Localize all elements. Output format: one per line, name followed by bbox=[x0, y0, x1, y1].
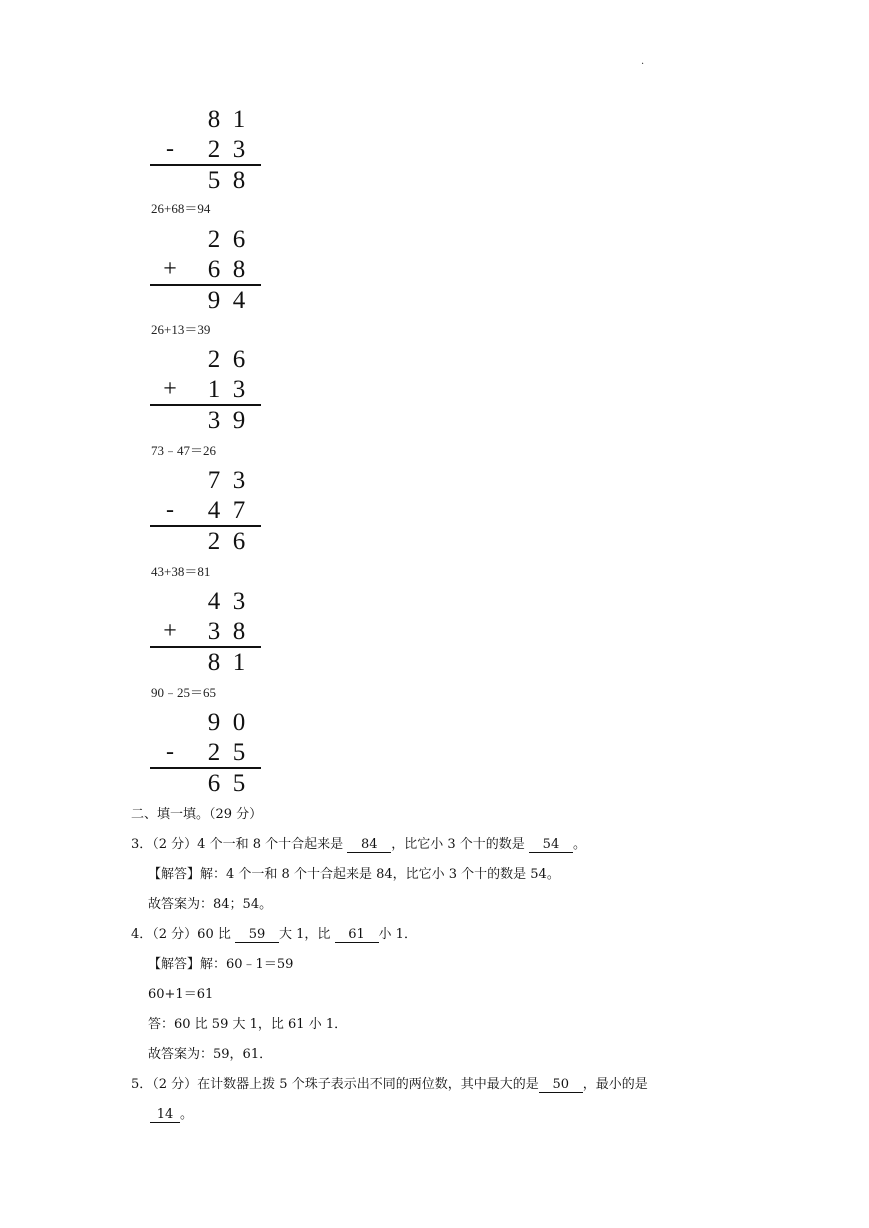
question-text: 大 1，比 bbox=[279, 927, 331, 942]
digit: 6 bbox=[232, 528, 246, 555]
digit: 4 bbox=[207, 588, 221, 615]
digit: 1 bbox=[232, 649, 246, 676]
final-answer: 故答案为：84；54。 bbox=[148, 897, 273, 912]
answer-blank: 50 bbox=[539, 1078, 583, 1093]
question-text: 小 1． bbox=[378, 927, 417, 942]
solution-line: 答：60 比 59 大 1，比 61 小 1． bbox=[148, 1017, 348, 1032]
section-heading: 二、填一填。（29 分） bbox=[131, 807, 263, 822]
operator: - bbox=[166, 136, 174, 162]
answer-blank: 61 bbox=[335, 928, 379, 943]
equation: 43+38＝81 bbox=[151, 564, 211, 579]
question-text: 。 bbox=[180, 1107, 194, 1122]
digit: 8 bbox=[207, 649, 221, 676]
digit: 8 bbox=[232, 256, 246, 283]
question-4 bbox=[131, 923, 417, 943]
question-text: 。 bbox=[572, 837, 586, 852]
question-text: ，最小的是 bbox=[582, 1077, 648, 1092]
question-3 bbox=[131, 833, 586, 853]
digit: 5 bbox=[207, 167, 221, 194]
vertical-calc bbox=[150, 224, 262, 316]
operator: - bbox=[166, 497, 174, 523]
question-text: 4．（2 分）60 比 bbox=[131, 927, 231, 942]
operator: + bbox=[163, 376, 177, 402]
digit: 7 bbox=[207, 467, 221, 494]
question-text: 3．（2 分）4 个一和 8 个十合起来是 bbox=[131, 837, 344, 852]
sum-line bbox=[150, 525, 261, 527]
digit: 3 bbox=[207, 407, 221, 434]
solution-line: 【解答】解：4 个一和 8 个十合起来是 84，比它小 3 个十的数是 54。 bbox=[148, 867, 560, 882]
vertical-calc bbox=[150, 707, 262, 799]
digit: 3 bbox=[207, 618, 221, 645]
sum-line bbox=[150, 164, 261, 166]
final-answer: 故答案为：59，61． bbox=[148, 1047, 273, 1062]
digit: 9 bbox=[207, 709, 221, 736]
vertical-calc bbox=[150, 586, 262, 678]
page-marker: . bbox=[641, 56, 645, 67]
digit: 6 bbox=[232, 226, 246, 253]
operator: + bbox=[163, 618, 177, 644]
digit: 2 bbox=[207, 226, 221, 253]
digit: 7 bbox=[232, 497, 246, 524]
digit: 4 bbox=[232, 287, 246, 314]
question-text: ，比它小 3 个十的数是 bbox=[391, 837, 525, 852]
equation: 26+13＝39 bbox=[151, 322, 211, 337]
digit: 2 bbox=[207, 739, 221, 766]
sum-line bbox=[150, 767, 261, 769]
solution-line: 60+1＝61 bbox=[148, 987, 214, 1002]
question-text: 5．（2 分）在计数器上拨 5 个珠子表示出不同的两位数，其中最大的是 bbox=[131, 1077, 539, 1092]
digit: 1 bbox=[207, 376, 221, 403]
answer-blank: 14 bbox=[150, 1108, 180, 1123]
digit: 3 bbox=[232, 136, 246, 163]
digit: 1 bbox=[232, 106, 246, 133]
digit: 8 bbox=[207, 106, 221, 133]
digit: 3 bbox=[232, 588, 246, 615]
operator: - bbox=[166, 739, 174, 765]
digit: 2 bbox=[207, 528, 221, 555]
digit: 9 bbox=[207, 287, 221, 314]
digit: 6 bbox=[207, 770, 221, 797]
digit: 0 bbox=[232, 709, 246, 736]
digit: 2 bbox=[207, 136, 221, 163]
digit: 6 bbox=[232, 346, 246, 373]
operator: + bbox=[163, 256, 177, 282]
digit: 9 bbox=[232, 407, 246, 434]
digit: 2 bbox=[207, 346, 221, 373]
sum-line bbox=[150, 284, 261, 286]
vertical-calc bbox=[150, 465, 262, 557]
digit: 5 bbox=[232, 770, 246, 797]
digit: 8 bbox=[232, 167, 246, 194]
sum-line bbox=[150, 646, 261, 648]
equation: 90﹣25＝65 bbox=[151, 685, 217, 700]
solution-line: 【解答】解：60﹣1＝59 bbox=[148, 957, 294, 972]
digit: 3 bbox=[232, 376, 246, 403]
digit: 3 bbox=[232, 467, 246, 494]
digit: 5 bbox=[232, 739, 246, 766]
equation: 26+68＝94 bbox=[151, 201, 211, 216]
sum-line bbox=[150, 404, 261, 406]
digit: 8 bbox=[232, 618, 246, 645]
answer-blank: 59 bbox=[235, 928, 279, 943]
vertical-calc bbox=[150, 104, 262, 196]
question-5-continued bbox=[150, 1103, 193, 1123]
answer-blank: 54 bbox=[529, 838, 573, 853]
answer-blank: 84 bbox=[347, 838, 391, 853]
digit: 4 bbox=[207, 497, 221, 524]
vertical-calc bbox=[150, 344, 262, 436]
digit: 6 bbox=[207, 256, 221, 283]
question-5 bbox=[131, 1073, 648, 1093]
equation: 73﹣47＝26 bbox=[151, 443, 217, 458]
